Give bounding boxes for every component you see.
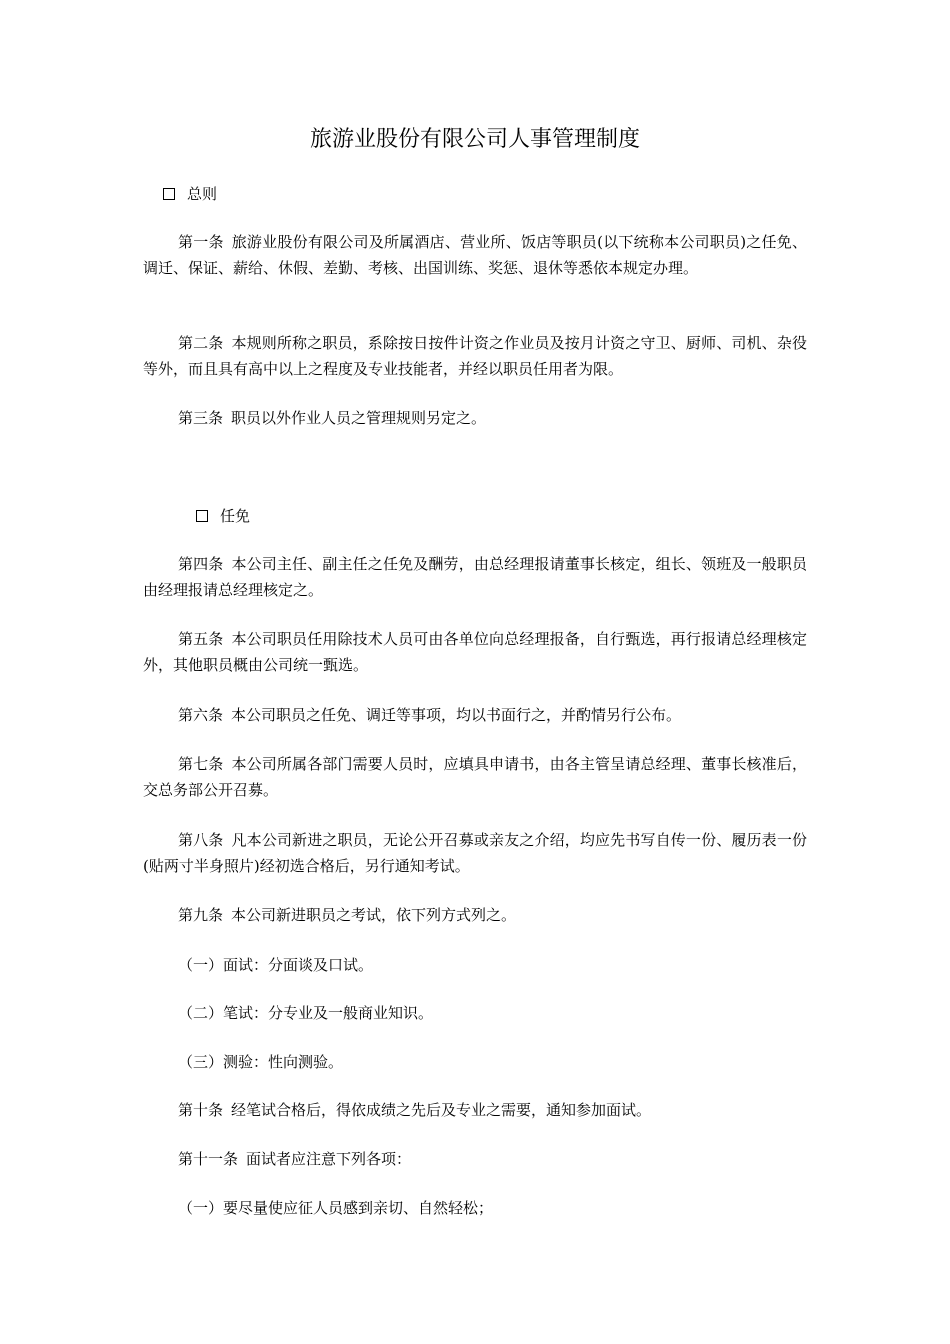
article-label: 第一条 (178, 233, 224, 251)
article-text: 旅游业股份有限公司及所属酒店、营业所、饭店等职员(以下统称本公司职员)之任免、调迁、保证、薪给、休假、差勤、考核、出国训练、奖惩、退休等悉依本规定办理。 (143, 233, 807, 277)
article-2 (143, 330, 807, 382)
article-1 (143, 229, 807, 281)
article-label: 第五条 (178, 630, 224, 648)
list-item: （三）测验：性向测验。 (178, 1053, 344, 1071)
article-6 (143, 702, 807, 728)
article-text: 本规则所称之职员，系除按日按件计资之作业员及按月计资之守卫、厨师、司机、杂役等外，而且具有高中以上之程度及专业技能者，并经以职员任用者为限。 (143, 334, 807, 378)
article-label: 第九条 (178, 906, 224, 924)
list-item: （二）笔试：分专业及一般商业知识。 (178, 1004, 434, 1022)
article-label: 第七条 (178, 755, 224, 773)
article-text: 本公司所属各部门需要人员时，应填具申请书，由各主管呈请总经理、董事长核准后，交总务部公开召募。 (143, 755, 807, 799)
article-5 (143, 626, 807, 678)
article-text: 凡本公司新进之职员，无论公开召募或亲友之介绍，均应先书写自传一份、履历表一份(贴两寸半身照片)经初选合格后，另行通知考试。 (143, 831, 807, 875)
section-heading-appointment (196, 506, 250, 526)
article-label: 第十一条 (178, 1150, 239, 1168)
article-10 (143, 1097, 807, 1123)
article-9 (143, 902, 807, 928)
article-label: 第八条 (178, 831, 224, 849)
list-item: （一）面试：分面谈及口试。 (178, 956, 374, 974)
article-label: 第四条 (178, 555, 224, 573)
article-text: 面试者应注意下列各项： (246, 1150, 412, 1168)
checkbox-square-icon (196, 510, 208, 522)
section-heading-label: 任免 (220, 507, 251, 525)
section-heading-label: 总则 (187, 185, 218, 203)
article-label: 第十条 (178, 1101, 224, 1119)
document-title: 旅游业股份有限公司人事管理制度 (309, 127, 640, 152)
article-text: 本公司主任、副主任之任免及酬劳，由总经理报请董事长核定，组长、领班及一般职员由经理报请总经理核定之。 (143, 555, 807, 599)
section-heading-general (163, 184, 217, 204)
checkbox-square-icon (163, 188, 175, 200)
article-3 (143, 405, 807, 431)
article-7 (143, 751, 807, 803)
article-label: 第三条 (178, 409, 224, 427)
article-text: 职员以外作业人员之管理规则另定之。 (231, 409, 487, 427)
article-text: 本公司职员任用除技术人员可由各单位向总经理报备，自行甄选，再行报请总经理核定外，其他职员概由公司统一甄选。 (143, 630, 807, 674)
article-text: 经笔试合格后，得依成绩之先后及专业之需要，通知参加面试。 (231, 1101, 652, 1119)
article-8 (143, 827, 807, 879)
article-label: 第二条 (178, 334, 224, 352)
article-text: 本公司职员之任免、调迁等事项，均以书面行之，并酌情另行公布。 (231, 706, 682, 724)
article-4 (143, 551, 807, 603)
article-label: 第六条 (178, 706, 224, 724)
article-text: 本公司新进职员之考试，依下列方式列之。 (231, 906, 517, 924)
list-item: （一）要尽量使应征人员感到亲切、自然轻松； (178, 1199, 494, 1217)
article-11 (143, 1146, 807, 1172)
